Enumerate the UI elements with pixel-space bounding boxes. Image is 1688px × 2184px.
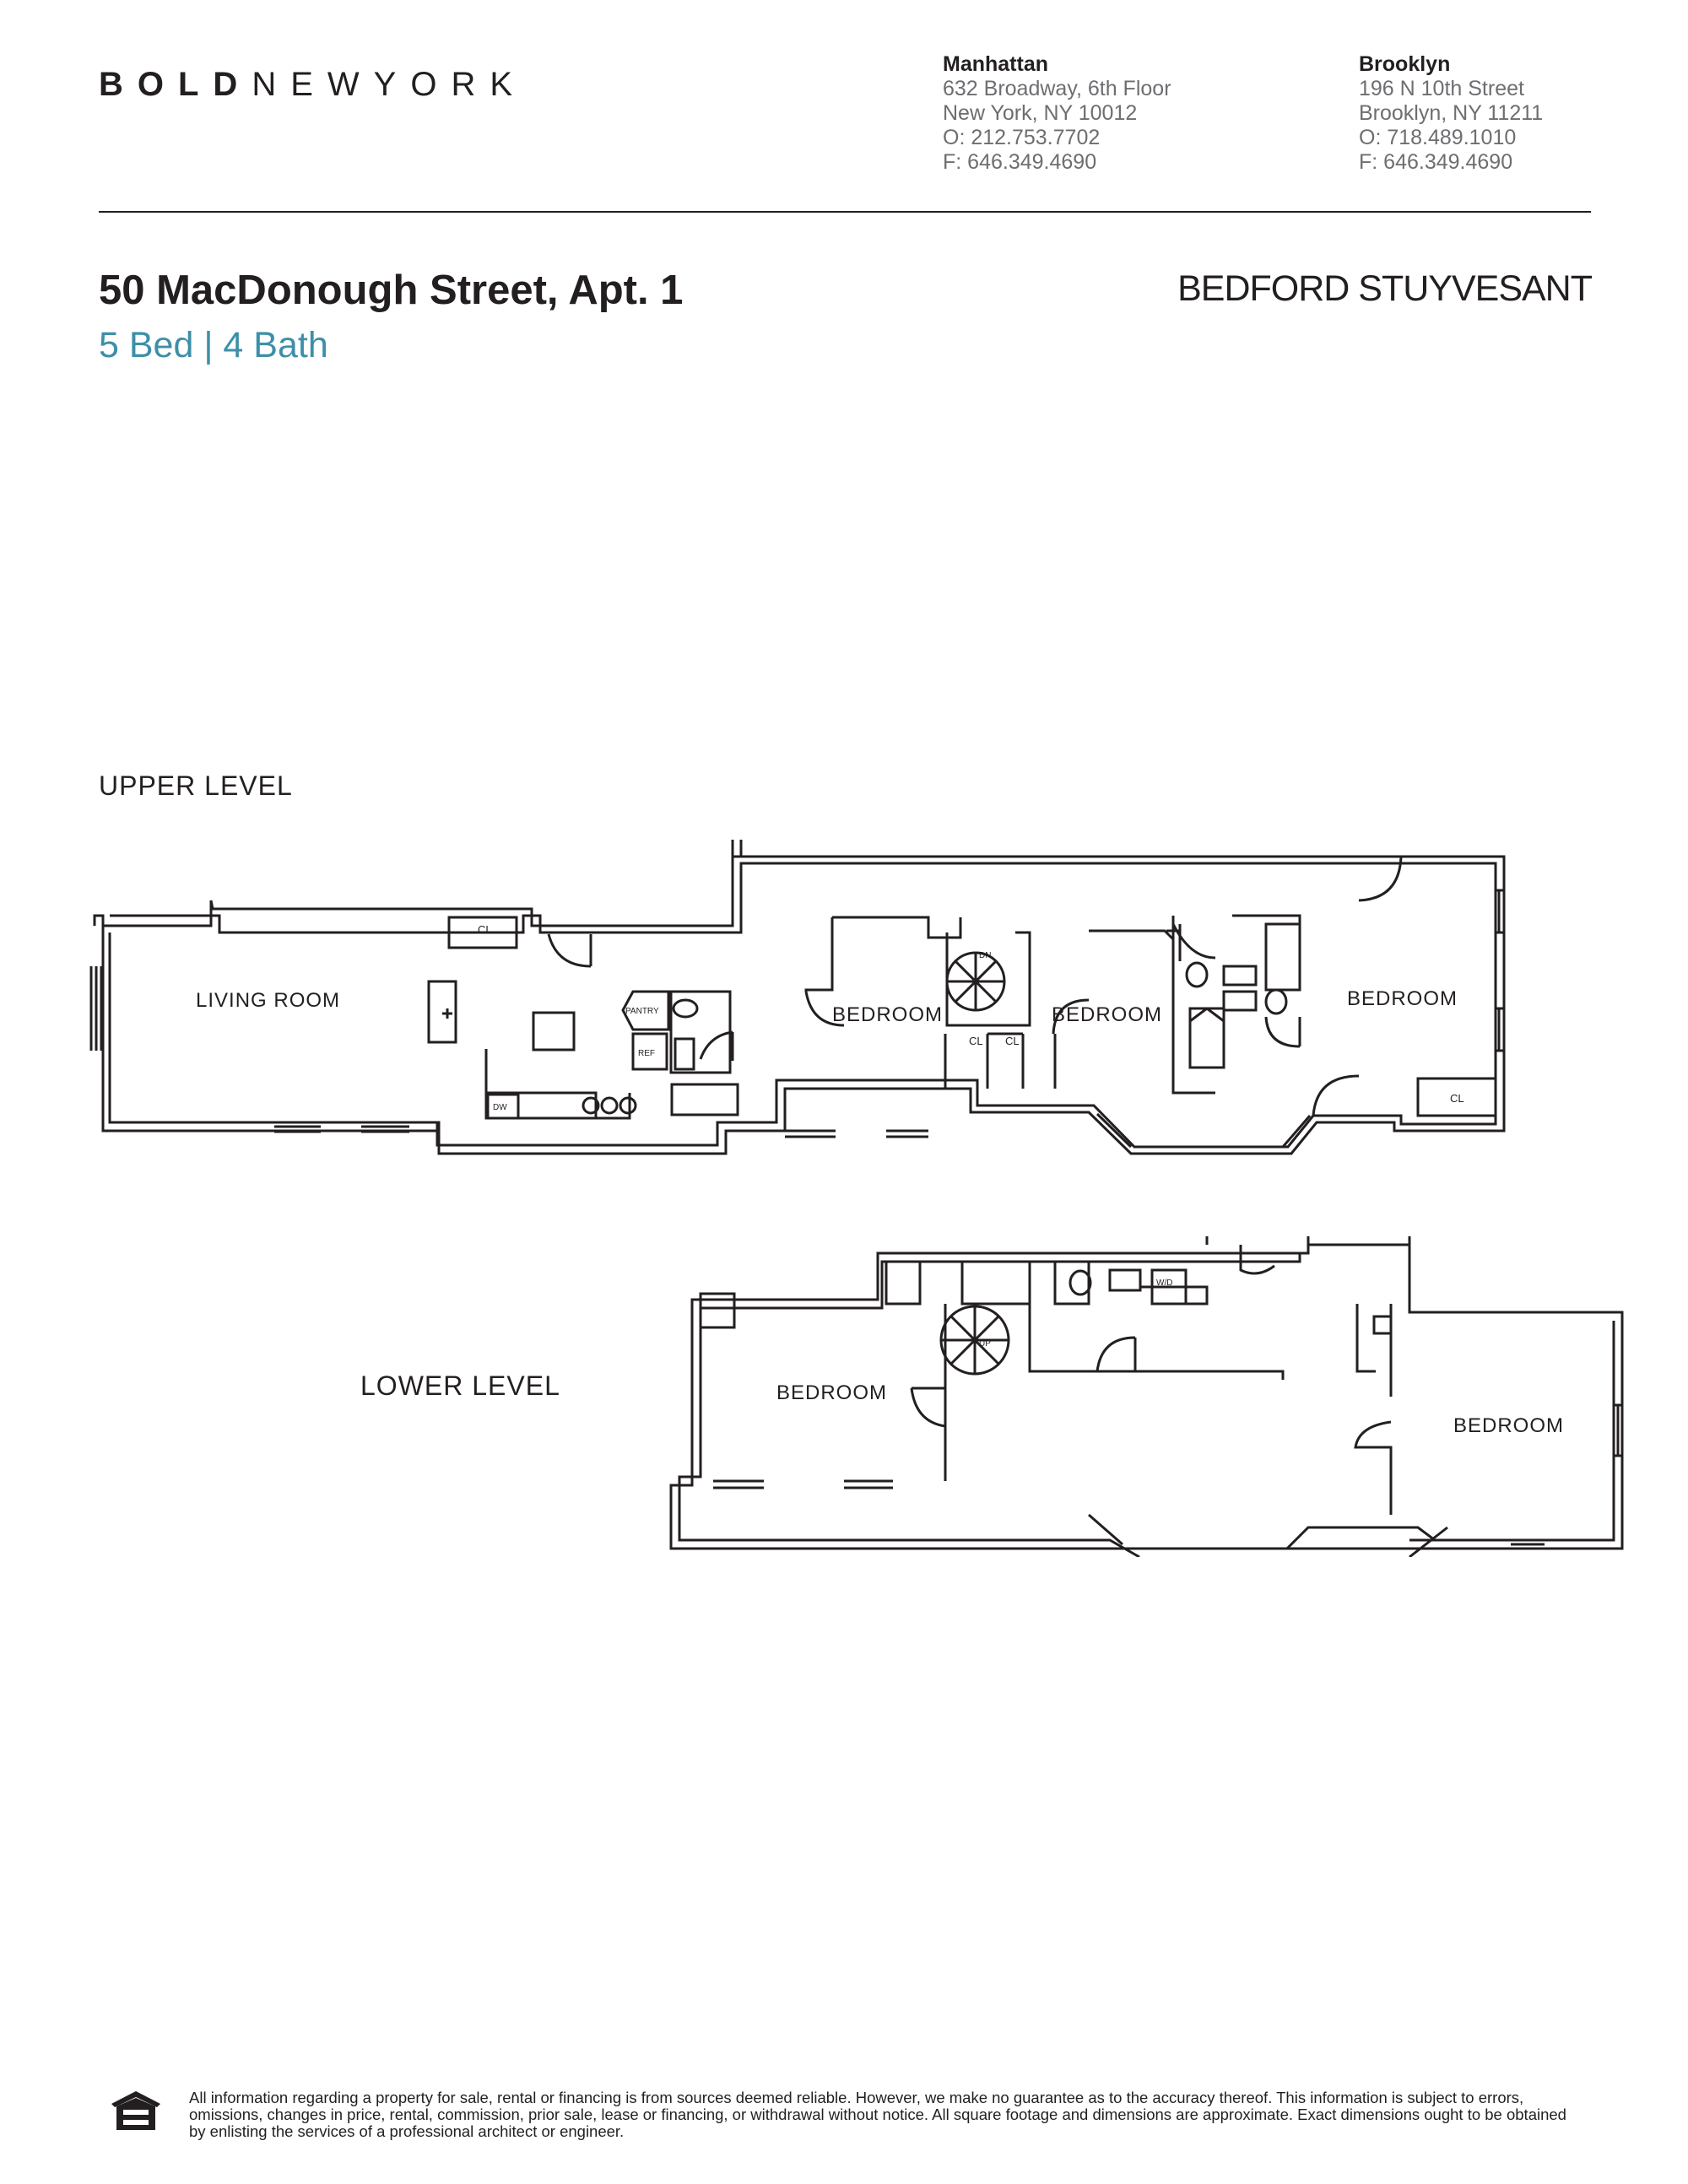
footer-disclaimer: All information regarding a property for sale, rental or financing is from sources deemed reliable. However, we make no guarantee as to the accuracy thereof. This information is subject to errors, omissions, changes in price, rental, commission, prior sale, lease or financing, or withdrawal without notice. All square footage and dimensions are approximate. Exact dimensions ought to be obtained by enlisting the services of a professional architect or engineer. bbox=[189, 2089, 1566, 2140]
upper-label-cl-b: CL bbox=[1005, 1035, 1020, 1047]
listing-address: 50 MacDonough Street, Apt. 1 bbox=[99, 268, 684, 313]
office-brooklyn bbox=[1359, 52, 1543, 175]
office-name: Manhattan bbox=[943, 52, 1048, 76]
office-city-line: Brooklyn, NY 11211 bbox=[1359, 101, 1544, 125]
office-address-line: 196 N 10th Street bbox=[1359, 77, 1524, 100]
logo-light-text: NEWYORK bbox=[252, 66, 528, 103]
upper-label-cl-a: CL bbox=[969, 1035, 983, 1047]
office-fax: F: 646.349.4690 bbox=[943, 150, 1097, 174]
living-window-bottom-1 bbox=[274, 1127, 321, 1132]
equal-housing-opportunity-icon bbox=[110, 2089, 162, 2132]
upper-level-label: UPPER LEVEL bbox=[99, 770, 293, 801]
lower-label-up: UP bbox=[979, 1339, 991, 1349]
listing-beds-baths: 5 Bed | 4 Bath bbox=[99, 325, 328, 365]
upper-label-cl-living: CL bbox=[478, 923, 492, 936]
upper-room-bedroom-3: BEDROOM bbox=[1347, 987, 1458, 1010]
office-address-line: 632 Broadway, 6th Floor bbox=[943, 77, 1171, 100]
upper-level-floor-plan bbox=[84, 840, 1519, 1177]
living-window-bottom-2 bbox=[361, 1127, 409, 1132]
office-phone: O: 212.753.7702 bbox=[943, 126, 1101, 149]
living-room-window bbox=[91, 966, 101, 1051]
lower-room-bedroom-1: BEDROOM bbox=[776, 1381, 888, 1404]
upper-room-bedroom-2: BEDROOM bbox=[1052, 1003, 1163, 1026]
lower-level-label: LOWER LEVEL bbox=[360, 1370, 560, 1401]
upper-room-living: LIVING ROOM bbox=[196, 989, 341, 1012]
brand-logo[interactable] bbox=[99, 66, 527, 103]
upper-label-pantry: PANTRY bbox=[625, 1007, 659, 1016]
lower-label-wd: W/D bbox=[1156, 1279, 1173, 1288]
office-fax: F: 646.349.4690 bbox=[1359, 150, 1513, 174]
upper-room-bedroom-1: BEDROOM bbox=[832, 1003, 944, 1026]
upper-bathtub bbox=[672, 1084, 738, 1115]
office-manhattan bbox=[943, 52, 1171, 175]
upper-label-dn: DN bbox=[979, 951, 992, 960]
lower-room-bedroom-2: BEDROOM bbox=[1453, 1414, 1565, 1437]
listing-neighborhood: BEDFORD STUYVESANT bbox=[1177, 268, 1592, 309]
office-city-line: New York, NY 10012 bbox=[943, 101, 1138, 125]
office-name: Brooklyn bbox=[1359, 52, 1451, 76]
upper-label-ref: REF bbox=[638, 1049, 655, 1058]
kitchen-counter bbox=[429, 981, 456, 1042]
header-divider bbox=[99, 211, 1591, 213]
logo-bold-text: BOLD bbox=[99, 66, 252, 103]
lower-level-floor-plan bbox=[667, 1236, 1629, 1557]
upper-label-cl-bedroom: CL bbox=[1450, 1092, 1464, 1105]
upper-label-dw: DW bbox=[493, 1103, 507, 1112]
office-phone: O: 718.489.1010 bbox=[1359, 126, 1517, 149]
